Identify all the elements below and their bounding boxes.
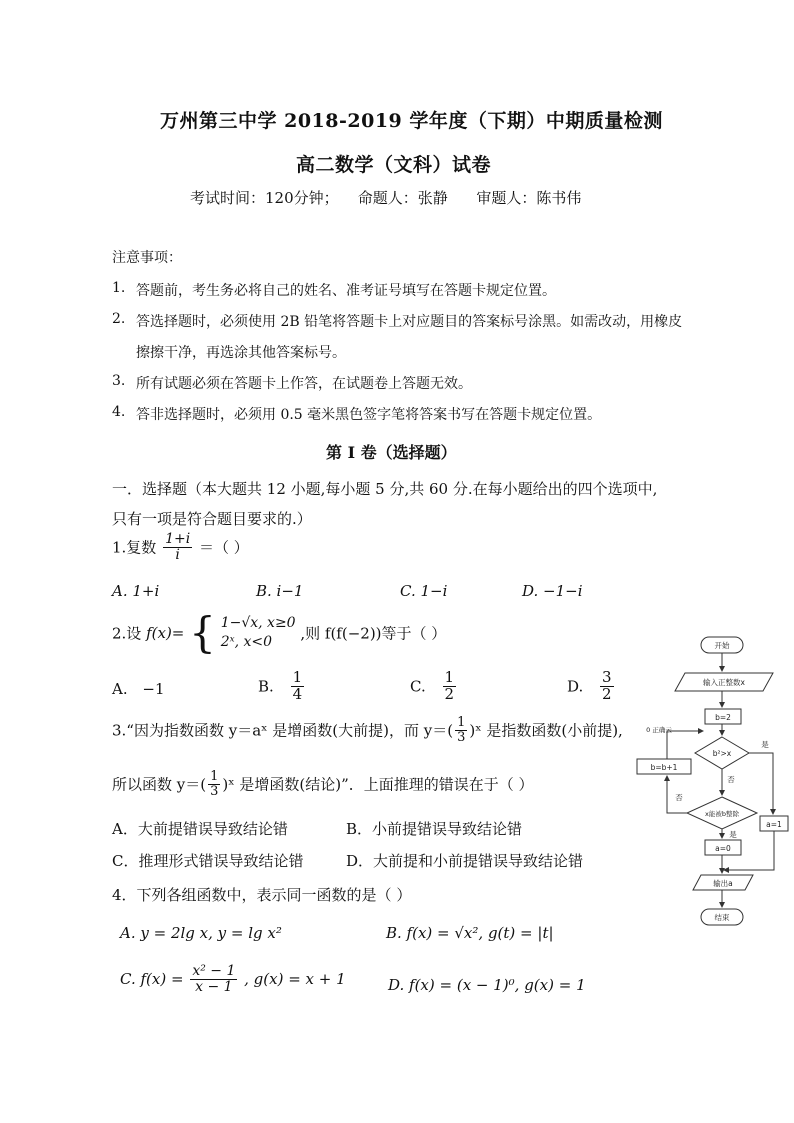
q1-suffix: ＝（ ） [199,538,249,557]
flow-a0-text: a=0 [715,844,731,853]
section-intro-line2: 只有一项是符合题目要求的.） [112,510,312,528]
notice-item-4: 答非选择题时，必须用 0.5 毫米黑色签字笔将答案书写在答题卡规定位置。 [136,407,602,423]
q4-option-c-frac [190,964,237,994]
q3-frac-2 [208,770,220,798]
q3-frac-1-num: 1 [457,715,466,730]
q3-option-c: C．推理形式错误导致结论错 [112,852,304,870]
q3-part2: )ˣ 是指数函数(小前提), [469,721,623,740]
flow-end-text: 结束 [714,913,730,922]
q2-option-a [112,680,165,698]
q3-part3: 所以函数 y＝( [112,775,207,794]
notice-item-3: 所有试题必须在答题卡上作答，在试题卷上答题无效。 [136,376,472,392]
q2-option-d-label: D. [567,677,584,696]
flow-init-text: b=2 [715,713,731,722]
q2-option-b-num: 1 [292,668,303,686]
flow-loop-label: 0 正确云 [646,726,672,734]
exam-title: 万州第三中学 2018-2019 学年度（下期）中期质量检测 [160,110,663,132]
q3-frac-1-den: 3 [457,729,466,745]
q4-option-b: B. f(x) = √x², g(t) = |t| [386,924,554,942]
q2-option-c-num: 1 [444,668,455,686]
q1-option-a: A. 1+i [112,582,160,600]
q1-fraction [163,532,192,562]
q2-fx: f(x)= [146,624,185,642]
notice-item-3-num: 3. [112,373,126,389]
q4-option-c-post: , g(x) = x + 1 [244,970,346,989]
flow-inc-text: b=b+1 [650,763,678,772]
notice-item-1-num: 1. [112,280,126,296]
q3-frac-2-den: 3 [210,783,219,799]
q2-piece-2: 2ˣ, x<0 [220,634,272,650]
q2-option-d-num: 3 [602,668,612,686]
flow-no2-text: 否 [675,793,683,802]
q1-option-d: D. −1−i [522,582,583,600]
q3-frac-1 [455,716,467,744]
notice-item-4-num: 4. [112,404,126,420]
exam-subtitle: 高二数学（文科）试卷 [296,154,492,176]
q2-option-b-frac [291,670,305,703]
q1-fraction-num: 1+i [165,531,191,547]
flow-no1-text: 否 [727,775,735,784]
notice-item-1: 答题前，考生务必将自己的姓名、准考证号填写在答题卡规定位置。 [136,283,556,299]
q2-option-c-frac [443,670,457,703]
section-intro-line1: 一．选择题（本大题共 12 小题,每小题 5 分,共 60 分.在每小题给出的四个选项中, [112,480,658,498]
q2-option-c-label: C. [410,677,426,696]
q2-option-d-frac [600,670,614,703]
q1-fraction-den: i [175,546,180,563]
question-3-line2 [112,770,534,798]
question-3-line1 [112,716,623,744]
flow-cond1-text: b²>x [712,749,732,758]
q4-option-a: A. y = 2lg x, y = lg x² [120,924,282,942]
flow-a1-text: a=1 [766,820,782,829]
q1-option-c: C. 1−i [400,582,448,600]
notice-item-2-num: 2. [112,311,126,327]
section-title: 第 I 卷（选择题） [326,443,457,462]
notice-heading: 注意事项： [112,250,182,266]
q4-option-c-den: x − 1 [195,978,233,995]
exam-meta: 考试时间：120分钟； 命题人：张静 审题人：陈书伟 [190,189,582,207]
q4-option-c-num: x² − 1 [192,963,236,979]
flow-input-text: 输入正整数x [703,678,745,687]
q2-option-a-value: −1 [142,680,165,698]
q2-brace: { [189,608,216,657]
q3-part4: )ˣ 是增函数(结论)”．上面推理的错误在于（ ） [222,775,534,794]
q3-option-a: A．大前提错误导致结论错 [112,820,288,838]
q2-pieces [221,614,296,652]
flow-cond2-text: x能被b整除 [705,810,739,818]
q2-option-b [258,670,306,703]
q3-option-b: B．小前提错误导致结论错 [346,820,523,838]
q1-option-b: B. i−1 [256,582,304,600]
q3-part1: 3.“因为指数函数 y＝aˣ 是增函数(大前提)，而 y＝( [112,721,454,740]
question-2 [112,608,447,657]
q2-option-b-label: B. [258,677,274,696]
q2-option-c-den: 2 [444,684,455,703]
q2-prefix: 2.设 [112,624,142,643]
q2-option-d [567,670,616,703]
q4-option-d: D. f(x) = (x − 1)⁰, g(x) = 1 [388,976,586,994]
flow-output-text: 输出a [713,879,733,888]
q2-option-c [410,670,458,703]
q2-option-b-den: 4 [292,684,303,703]
flow-start-text: 开始 [714,641,730,650]
q2-option-d-den: 2 [602,684,612,703]
q1-prefix: 1.复数 [112,538,157,557]
q2-piece-1: 1−√x, x≥0 [220,615,296,632]
q2-option-a-label: A. [112,680,128,698]
notice-item-2: 答选择题时，必须使用 2B 铅笔将答题卡上对应题目的答案标号涂黑。如需改动，用橡皮 [136,314,683,330]
q3-frac-2-num: 1 [210,769,219,784]
question-4: 4．下列各组函数中，表示同一函数的是（ ） [112,886,412,904]
question-1 [112,532,249,562]
flowchart [633,632,793,932]
q4-option-c-pre: C. f(x) = [120,970,184,989]
notice-item-2-cont: 擦擦干净，再选涂其他答案标号。 [136,345,346,361]
flow-yes1-text: 是 [761,740,769,749]
q2-suffix: ,则 f(f(−2))等于（ ） [300,624,447,643]
flow-yes2-text: 是 [729,830,737,839]
q4-option-c [120,964,346,994]
q3-option-d: D．大前提和小前提错误导致结论错 [346,852,584,870]
